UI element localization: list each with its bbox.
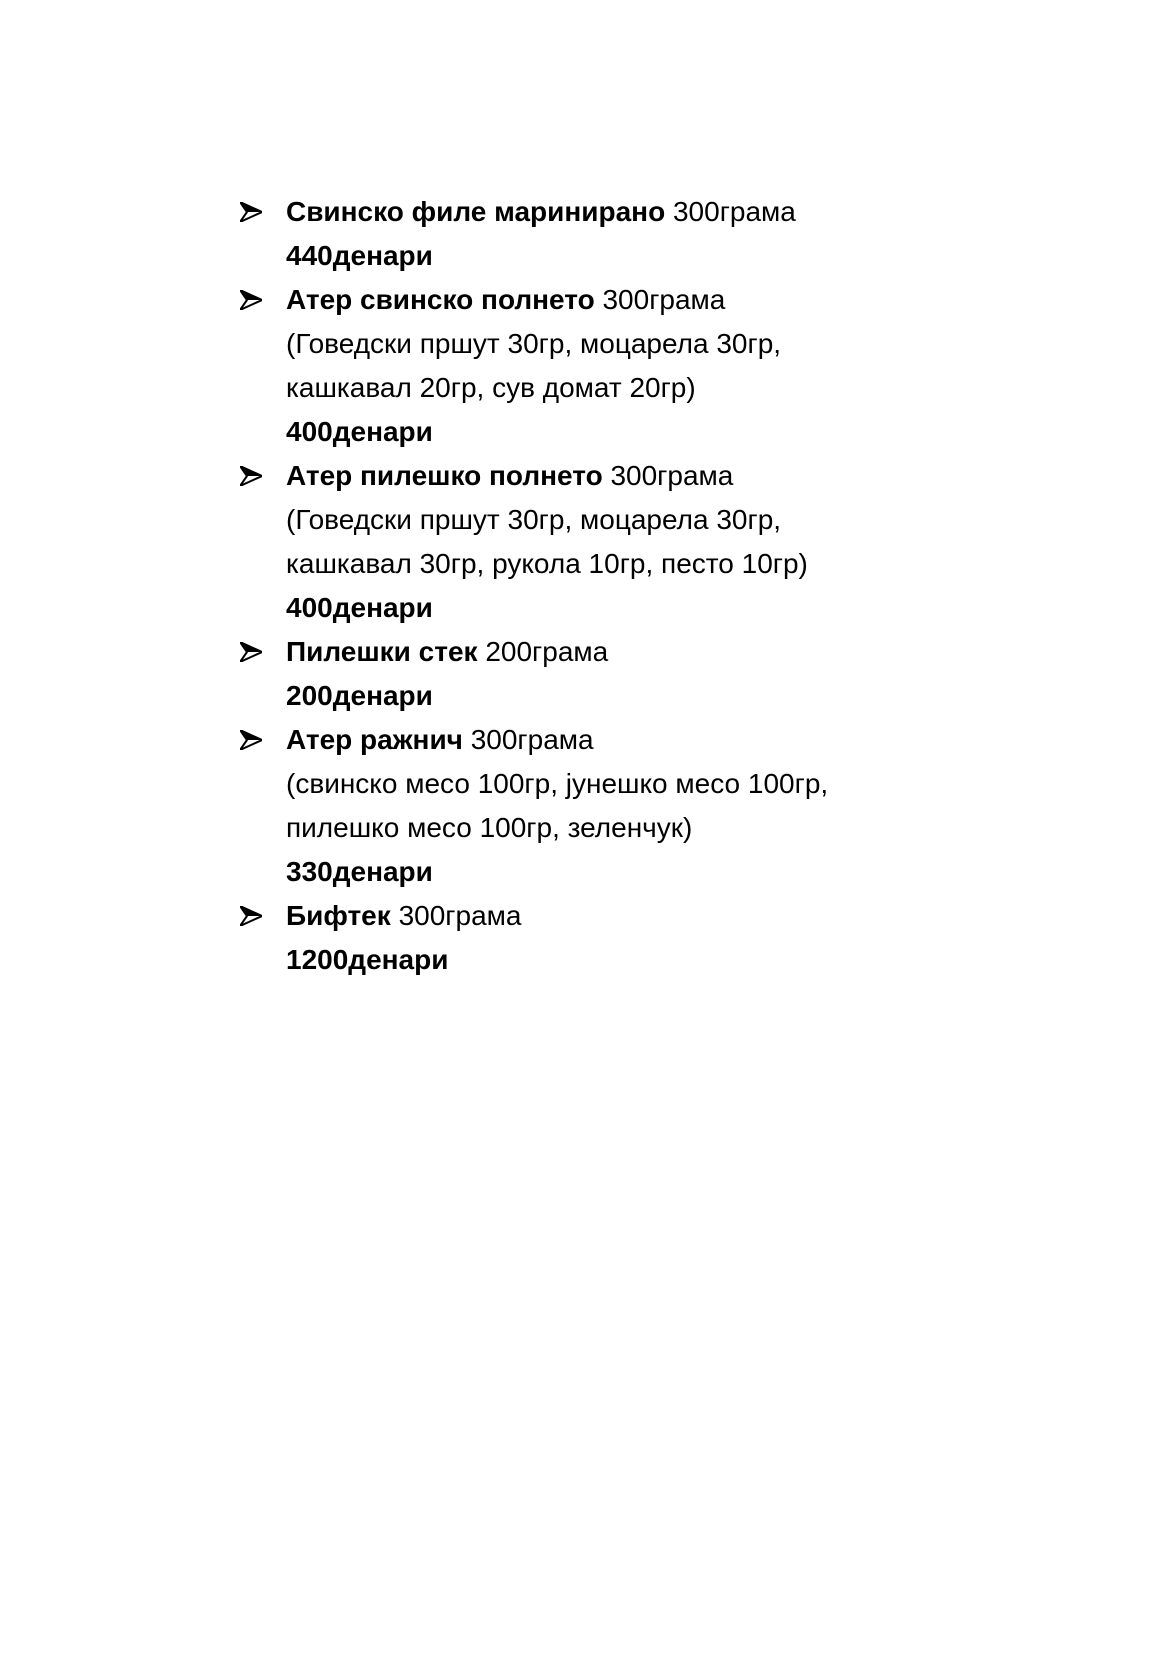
arrow-bullet-icon bbox=[240, 290, 262, 310]
item-detail: (свинско месо 100гр, јунешко месо 100гр, bbox=[286, 768, 829, 799]
item-name: Пилешки стек bbox=[286, 636, 478, 667]
arrow-bullet-icon bbox=[240, 466, 262, 486]
arrow-bullet-icon bbox=[240, 906, 262, 926]
item-price: 330денари bbox=[286, 856, 433, 887]
item-name: Атер ражнич bbox=[286, 724, 463, 755]
menu-item bbox=[240, 630, 920, 718]
arrow-bullet-icon bbox=[240, 202, 262, 222]
arrow-bullet-icon bbox=[240, 642, 262, 662]
menu-item bbox=[240, 894, 920, 982]
menu-item bbox=[240, 278, 920, 454]
item-weight: 300грама bbox=[398, 900, 522, 931]
item-name: Свинско филе маринирано bbox=[286, 196, 666, 227]
item-weight: 300грама bbox=[610, 460, 734, 491]
item-title-line bbox=[286, 630, 920, 674]
menu-item bbox=[240, 190, 920, 278]
item-detail: кашкавал 20гр, сув домат 20гр) bbox=[286, 372, 696, 403]
item-detail: (Говедски пршут 30гр, моцарела 30гр, bbox=[286, 328, 782, 359]
item-title-line bbox=[286, 190, 920, 234]
item-title-line bbox=[286, 718, 920, 762]
item-price: 400денари bbox=[286, 592, 433, 623]
arrow-bullet-icon bbox=[240, 730, 262, 750]
item-weight: 300грама bbox=[602, 284, 726, 315]
menu-item bbox=[240, 718, 920, 894]
item-detail: кашкавал 30гр, рукола 10гр, песто 10гр) bbox=[286, 548, 808, 579]
item-price: 400денари bbox=[286, 416, 433, 447]
item-name: Атер пилешко полнето bbox=[286, 460, 603, 491]
item-price: 440денари bbox=[286, 240, 433, 271]
item-detail: (Говедски пршут 30гр, моцарела 30гр, bbox=[286, 504, 782, 535]
item-title-line bbox=[286, 278, 920, 322]
item-name: Бифтек bbox=[286, 900, 391, 931]
item-price: 1200денари bbox=[286, 944, 449, 975]
item-weight: 300грама bbox=[672, 196, 796, 227]
item-weight: 200грама bbox=[485, 636, 609, 667]
item-name: Атер свинско полнето bbox=[286, 284, 595, 315]
menu-item bbox=[240, 454, 920, 630]
item-title-line bbox=[286, 454, 920, 498]
item-detail: пилешко месо 100гр, зеленчук) bbox=[286, 812, 693, 843]
menu-list bbox=[240, 190, 920, 982]
item-weight: 300грама bbox=[470, 724, 594, 755]
item-price: 200денари bbox=[286, 680, 433, 711]
item-title-line bbox=[286, 894, 920, 938]
